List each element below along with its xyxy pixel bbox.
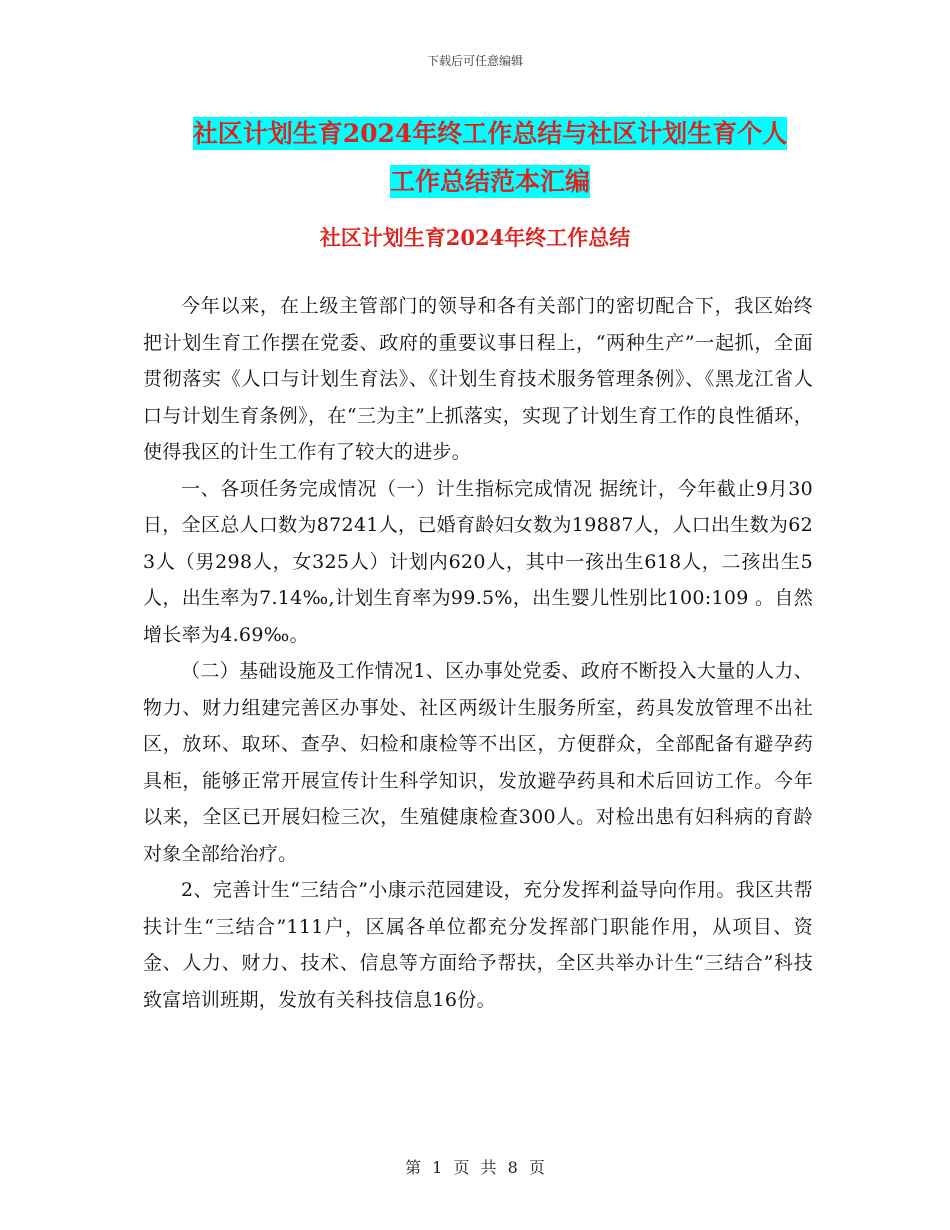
document-title — [140, 110, 840, 206]
title-line-1: 社区计划生育2024年终工作总结与社区计划生育个人 — [192, 119, 788, 148]
header-note: 下载后可任意编辑 — [426, 54, 523, 68]
document-body — [143, 288, 813, 1018]
paragraph: 一、各项任务完成情况（一）计生指标完成情况 据统计，今年截止9月30日，全区总人口数为87241人，已婚育龄妇女数为19887人，人口出生数为623人（男298人，女325人）计划内620人，其中一孩出生618人，二孩出生5人，出生率为7.14‰,计划生育率为99.5%，出生婴儿性别比100:109 。自然增长率为4.69‰。 — [143, 477, 813, 646]
paragraph: （二）基础设施及工作情况1、区办事处党委、政府不断投入大量的人力、物力、财力组建完善区办事处、社区两级计生服务所室，药具发放管理不出社区，放环、取环、查孕、妇检和康检等不出区，方便群众，全部配备有避孕药具柜，能够正常开展宣传计生科学知识，发放避孕药具和术后回访工作。今年以来，全区已开展妇检三次，生殖健康检查300人。对检出患有妇科病的育龄对象全部给治疗。 — [143, 660, 813, 865]
paragraph: 今年以来，在上级主管部门的领导和各有关部门的密切配合下，我区始终把计划生育工作摆在党委、政府的重要议事日程上，“两种生产”一起抓，全面贯彻落实《人口与计划生育法》、《计划生育技术服务管理条例》、《黑龙江省人口与计划生育条例》，在“三为主”上抓落实，实现了计划生育工作的良性循环，使得我区的计生工作有了较大的进步。 — [143, 295, 813, 463]
section-title: 社区计划生育2024年终工作总结 — [319, 225, 631, 250]
title-line-2: 工作总结范本汇编 — [389, 167, 590, 196]
page-number: 第 1 页 共 8 页 — [405, 1158, 545, 1177]
paragraph: 2、完善计生“三结合”小康示范园建设，充分发挥利益导向作用。我区共帮扶计生“三结合”111户，区属各单位都充分发挥部门职能作用，从项目、资金、人力、财力、技术、信息等方面给予帮扶，全区共举办计生“三结合”科技致富培训班期，发放有关科技信息16份。 — [143, 879, 813, 1011]
